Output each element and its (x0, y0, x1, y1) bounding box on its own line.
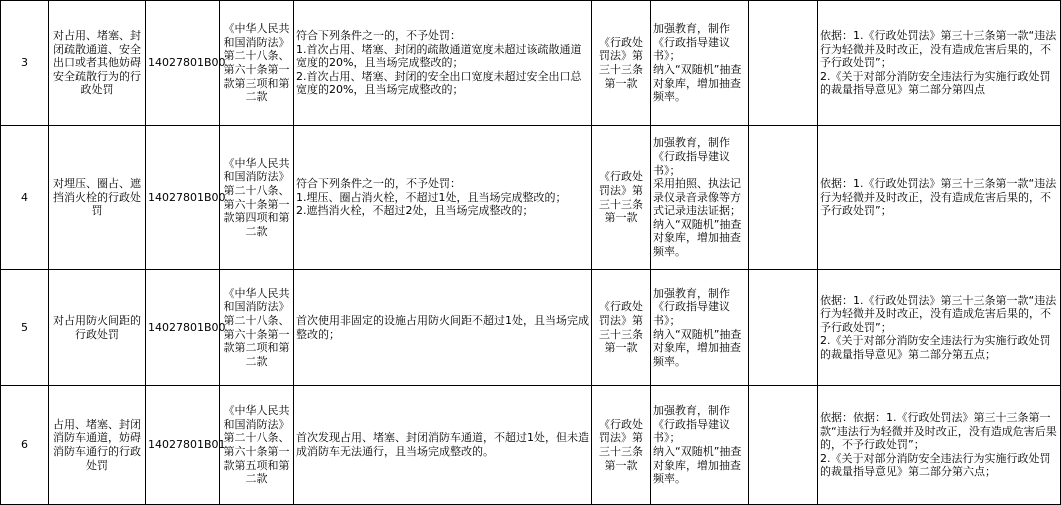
item-name-cell[interactable] (49, 126, 146, 270)
table-row (1, 126, 1061, 270)
item-code-cell[interactable] (146, 386, 226, 505)
penalty-law-article-text: 《行政处罚法》第三十三条第一款 (599, 170, 643, 225)
supervision-measures-cell[interactable] (651, 1, 749, 126)
exemption-conditions-cell[interactable] (294, 386, 592, 505)
empty-cell[interactable] (749, 1, 818, 126)
empty-cell[interactable] (749, 386, 818, 505)
item-code-cell[interactable] (146, 270, 226, 386)
basis-note-cell[interactable] (818, 1, 1061, 126)
supervision-measures-text: 加强教育，制作《行政指导建议书》； 采用拍照、执法记录仪录音录像等方式记录违法证据； 纳入“双随机”抽查对象库，增加抽查频率。 (653, 136, 742, 259)
item-name-cell[interactable] (49, 270, 146, 386)
supervision-measures-cell[interactable] (651, 386, 749, 505)
supervision-measures-cell[interactable] (651, 270, 749, 386)
item-code-cell[interactable] (146, 1, 226, 126)
penalty-law-article-text: 《行政处罚法》第三十三条第一款 (599, 300, 643, 355)
row-number-text: 6 (21, 438, 28, 452)
table-row (1, 386, 1061, 505)
exemption-conditions-text: 符合下列条件之一的，不予处罚： 1.首次占用、堵塞、封闭的疏散通道宽度未超过该疏散通道宽度的20%，且当场完成整改的； 2.首次占用、堵塞、封闭的安全出口宽度未超过安全出口总宽度的20%，且当场完成整改的； (296, 29, 582, 97)
item-name-text: 对占用防火间距的行政处罚 (53, 313, 141, 341)
supervision-measures-text: 加强教育，制作《行政指导建议书》； 纳入“双随机”抽查对象库，增加抽查频率。 (653, 404, 742, 486)
penalty-law-article-cell[interactable] (592, 1, 651, 126)
empty-cell[interactable] (749, 270, 818, 386)
legal-basis-text: 《中华人民共和国消防法》第二十八条、第六十条第一款第四项和第二款 (223, 156, 290, 238)
exemption-conditions-cell[interactable] (294, 1, 592, 126)
table-row (1, 270, 1061, 386)
basis-note-cell[interactable] (818, 386, 1061, 505)
basis-note-text: 依据：1.《行政处罚法》第三十三条第一款“违法行为轻微并及时改正，没有造成危害后果的，不予行政处罚”； 2.《关于对部分消防安全违法行为实施行政处罚的裁量指导意见》第二部分第五点； (820, 293, 1057, 361)
item-name-text: 对占用、堵塞、封闭疏散通道、安全出口或者其他妨碍安全疏散行为的行政处罚 (53, 29, 141, 97)
penalty-law-article-cell[interactable] (592, 126, 651, 270)
table-row (1, 1, 1061, 126)
row-number-cell[interactable] (1, 126, 49, 270)
item-code-text: 14027801B00 (148, 190, 226, 204)
basis-note-cell[interactable] (818, 126, 1061, 270)
basis-note-text: 依据：1.《行政处罚法》第三十三条第一款“违法行为轻微并及时改正，没有造成危害后果的，不予行政处罚”； (820, 177, 1057, 218)
empty-cell[interactable] (749, 126, 818, 270)
row-number-cell[interactable] (1, 386, 49, 505)
legal-basis-text: 《中华人民共和国消防法》第二十八条、第六十条第一款第二项和第二款 (223, 286, 290, 368)
row-number-cell[interactable] (1, 1, 49, 126)
basis-note-text: 依据：1.《行政处罚法》第三十三条第一款“违法行为轻微并及时改正，没有造成危害后果的，不予行政处罚”； 2.《关于对部分消防安全违法行为实施行政处罚的裁量指导意见》第二部分第四点 (820, 29, 1057, 97)
item-code-text: 14027801B00 (148, 56, 226, 70)
supervision-measures-text: 加强教育，制作《行政指导建议书》； 纳入“双随机”抽查对象库，增加抽查频率。 (653, 22, 742, 104)
item-name-text: 占用、堵塞、封闭消防车通道，妨碍消防车通行的行政处罚 (53, 417, 141, 472)
row-number-text: 3 (21, 56, 28, 70)
legal-basis-cell[interactable] (220, 1, 294, 126)
exemption-conditions-text: 符合下列条件之一的，不予处罚： 1.埋压、圈占消火栓，不超过1处，且当场完成整改的； 2.遮挡消火栓，不超过2处，且当场完成整改的； (296, 177, 567, 218)
penalty-law-article-text: 《行政处罚法》第三十三条第一款 (599, 417, 643, 472)
row-number-text: 5 (21, 320, 28, 334)
item-name-cell[interactable] (49, 1, 146, 126)
legal-basis-cell[interactable] (220, 126, 294, 270)
legal-basis-cell[interactable] (220, 270, 294, 386)
exemption-conditions-text: 首次发现占用、堵塞、封闭消防车通道，不超过1处，但未造成消防车无法通行，且当场完成整改的。 (296, 431, 589, 458)
item-code-cell[interactable] (146, 126, 226, 270)
legal-basis-text: 《中华人民共和国消防法》第二十八条、第六十条第一款第三项和第二款 (223, 22, 290, 104)
penalty-law-article-cell[interactable] (592, 270, 651, 386)
row-number-text: 4 (21, 190, 28, 204)
item-name-text: 对埋压、圈占、遮挡消火栓的行政处罚 (53, 177, 141, 218)
penalty-law-article-cell[interactable] (592, 386, 651, 505)
supervision-measures-cell[interactable] (651, 126, 749, 270)
exemption-conditions-cell[interactable] (294, 126, 592, 270)
exemption-conditions-cell[interactable] (294, 270, 592, 386)
penalty-law-article-text: 《行政处罚法》第三十三条第一款 (599, 35, 643, 90)
item-code-text: 14027801B01 (148, 438, 226, 452)
item-code-text: 14027801B00 (148, 320, 226, 334)
legal-basis-text: 《中华人民共和国消防法》第二十八条、第六十条第一款第五项和第二款 (223, 404, 290, 486)
supervision-measures-text: 加强教育，制作《行政指导建议书》； 纳入“双随机”抽查对象库，增加抽查频率。 (653, 286, 742, 368)
basis-note-cell[interactable] (818, 270, 1061, 386)
exemption-conditions-text: 首次使用非固定的设施占用防火间距不超过1处，且当场完成整改的； (296, 313, 589, 341)
row-number-cell[interactable] (1, 270, 49, 386)
item-name-cell[interactable] (49, 386, 146, 505)
legal-basis-cell[interactable] (220, 386, 294, 505)
basis-note-text: 依据：依据：1.《行政处罚法》第三十三条第一款“违法行为轻微并及时改正，没有造成危害后果的，不予行政处罚”； 2.《关于对部分消防安全违法行为实施行政处罚的裁量指导意见》第二部分第六点； (820, 411, 1057, 479)
